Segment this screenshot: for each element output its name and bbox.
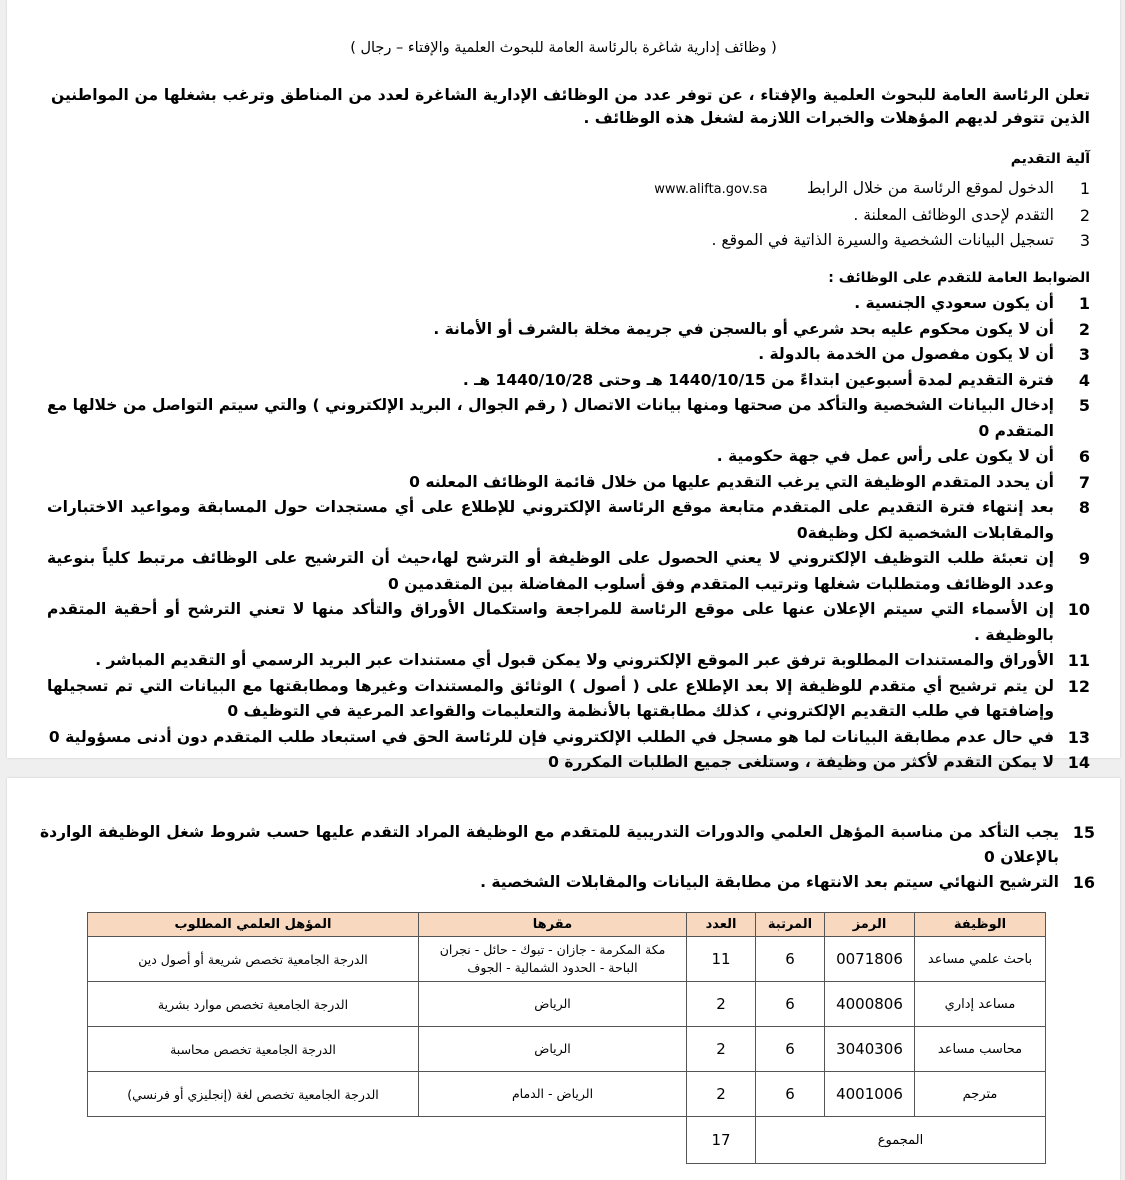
document-page-1: [7, 0, 1120, 772]
table-row: [88, 937, 1046, 982]
apply-step: [47, 176, 1090, 203]
cell-rank: 6: [756, 937, 825, 982]
rule-number: 16: [1072, 873, 1095, 892]
step-text: التقدم لإحدى الوظائف المعلنة .: [853, 205, 1054, 224]
empty-cell: [88, 1117, 687, 1164]
rule-number: 13: [1067, 727, 1090, 747]
rule-number: 7: [1078, 472, 1090, 492]
rule-number: 2: [1078, 319, 1090, 339]
rule-text: في حال عدم مطابقة البيانات لما هو مسجل في الطلب الإلكتروني فإن للرئاسة الحق في استبعاد طلب المتقدم دون أدنى مسؤولية 0: [48, 727, 1054, 746]
step-number: 3: [1079, 231, 1090, 250]
apply-heading: آلية التقديم: [1010, 151, 1090, 167]
rule-text: أن لا يكون على رأس عمل في جهة حكومية .: [716, 447, 1054, 465]
rule-item: [47, 317, 1090, 343]
rule-number: 4: [1078, 370, 1090, 390]
apply-step: [47, 228, 1090, 254]
rule-text: إن الأسماء التي سيتم الإعلان عنها على موقع الرئاسة للمراجعة واستكمال الأوراق والتأكد منها لا تعني الترشح أو أحقية المتقدم بالوظيفة .: [47, 600, 1054, 644]
rule-text: بعد إنتهاء فترة التقديم على المتقدم متابعة موقع الرئاسة الإلكتروني للإطلاع على أي مستجدات حول المسابقة ومواعيد الاختبارات والمقابلات الشخصية لكل وظيفة0: [47, 498, 1054, 542]
rule-item: [47, 368, 1090, 394]
cell-code: 4000806: [825, 982, 915, 1027]
cell-qualification: الدرجة الجامعية تخصص محاسبة: [88, 1027, 419, 1072]
rule-text: الترشيح النهائي سيتم بعد الانتهاء من مطابقة البيانات والمقابلات الشخصية .: [480, 873, 1059, 891]
rule-number: 6: [1078, 447, 1090, 466]
rule-number: 11: [1067, 651, 1090, 670]
cell-rank: 6: [756, 982, 825, 1027]
rule-text: أن يكون سعودي الجنسية .: [854, 294, 1054, 312]
rule-number: 14: [1067, 753, 1090, 772]
table-header-row: [88, 913, 1046, 937]
cell-code: 3040306: [825, 1027, 915, 1072]
rule-item: [47, 342, 1090, 368]
header-location: مقرها: [419, 913, 687, 937]
total-label: المجموع: [756, 1117, 1046, 1164]
header-count: العدد: [687, 913, 756, 937]
website-link[interactable]: www.alifta.gov.sa: [654, 182, 768, 197]
step-text: الدخول لموقع الرئاسة من خلال الرابط: [806, 179, 1054, 197]
header-job: الوظيفة: [915, 913, 1046, 937]
cell-code: 4001006: [825, 1072, 915, 1117]
cell-qualification: الدرجة الجامعية تخصص شريعة أو أصول دين: [88, 937, 419, 982]
rule-number: 1: [1078, 294, 1090, 313]
header-qualification: المؤهل العلمي المطلوب: [88, 913, 419, 937]
cell-job: مساعد إداري: [915, 982, 1046, 1027]
rule-text: أن لا يكون مفصول من الخدمة بالدولة .: [758, 345, 1054, 363]
table-row: [88, 1072, 1046, 1117]
cell-location: الرياض: [419, 982, 687, 1027]
total-value: 17: [687, 1117, 756, 1164]
rule-item: [47, 648, 1090, 674]
rule-number: 12: [1067, 676, 1090, 696]
rule-item: [47, 470, 1090, 496]
rule-item: [47, 444, 1090, 470]
rule-number: 15: [1072, 823, 1095, 842]
rule-item: [40, 820, 1095, 870]
rule-text: إن تعبئة طلب التوظيف الإلكتروني لا يعني الحصول على الوظيفة أو الترشح لها،حيث أن الترشيح على الوظائف مرتبط كلياً بنوعية وعدد الوظائف ومتطلبات شغلها وترتيب المتقدم وفق أسلوب المفاضلة بين المتقدمين 0: [47, 549, 1054, 593]
cell-rank: 6: [756, 1027, 825, 1072]
rule-item: [47, 750, 1090, 776]
rule-text: الأوراق والمستندات المطلوبة ترفق عبر الموقع الإلكتروني ولا يمكن قبول أي مستندات عبر البريد الرسمي أو التقديم المباشر .: [95, 651, 1054, 669]
rule-number: 10: [1067, 600, 1090, 619]
rule-number: 5: [1078, 396, 1090, 415]
cell-code: 0071806: [825, 937, 915, 982]
announcement-intro: تعلن الرئاسة العامة للبحوث العلمية والإفتاء ، عن توفر عدد من الوظائف الإدارية الشاغرة لعدد من المناطق وترغب بشغلها من المواطنين الذين تتوفر لديهم المؤهلات والخبرات اللازمة لشغل هذه الوظائف .: [51, 86, 1090, 127]
rule-item: [47, 597, 1090, 648]
cell-count: 11: [687, 937, 756, 982]
cell-count: 2: [687, 1072, 756, 1117]
cell-job: مترجم: [915, 1072, 1046, 1117]
apply-steps-list: [47, 176, 1090, 254]
cell-count: 2: [687, 982, 756, 1027]
rule-text: لا يمكن التقدم لأكثر من وظيفة ، وستلغى جميع الطلبات المكررة 0: [548, 753, 1054, 771]
rule-number: 9: [1078, 549, 1090, 568]
rule-item: [47, 725, 1090, 751]
rule-text: أن يحدد المتقدم الوظيفة التي يرغب التقديم عليها من خلال قائمة الوظائف المعلنه 0: [409, 472, 1054, 491]
jobs-table: [87, 912, 1046, 1164]
cell-job: محاسب مساعد: [915, 1027, 1046, 1072]
step-text: تسجيل البيانات الشخصية والسيرة الذاتية في الموقع .: [711, 231, 1054, 249]
step-number: 2: [1079, 205, 1090, 225]
cell-job: باحث علمي مساعد: [915, 937, 1046, 982]
cell-rank: 6: [756, 1072, 825, 1117]
announcement-title: ( وظائف إدارية شاغرة بالرئاسة العامة للبحوث العلمية والإفتاء – رجال ): [350, 40, 777, 56]
rule-text: لن يتم ترشيح أي متقدم للوظيفة إلا بعد الإطلاع على ( أصول ) الوثائق والمستندات وغيرها ومطابقتها مع البيانات التي تم تسجيلها وإضافتها في طلب التقديم الإلكتروني ، كذلك مطابقتها بالأنظمة والتعليمات والقواعد المرعية في التوظيف 0: [47, 676, 1054, 720]
cell-location: الرياض - الدمام: [419, 1072, 687, 1117]
rules-list-continued: [40, 820, 1095, 895]
rule-text: فترة التقديم لمدة أسبوعين ابتداءً من 1440/10/15 هـ وحتى 1440/10/28 هـ .: [462, 370, 1054, 389]
apply-step: [47, 203, 1090, 229]
table-row: [88, 982, 1046, 1027]
cell-location: الرياض: [419, 1027, 687, 1072]
rule-item: [47, 674, 1090, 725]
rule-item: [40, 870, 1095, 895]
rule-item: [47, 495, 1090, 546]
cell-qualification: الدرجة الجامعية تخصص لغة (إنجليزي أو فرنسي): [88, 1072, 419, 1117]
cell-count: 2: [687, 1027, 756, 1072]
rule-number: 3: [1078, 345, 1090, 364]
cell-qualification: الدرجة الجامعية تخصص موارد بشرية: [88, 982, 419, 1027]
step-number: 1: [1079, 179, 1090, 198]
header-rank: المرتبة: [756, 913, 825, 937]
cell-location: مكة المكرمة - جازان - تبوك - حائل - نجران الباحة - الحدود الشمالية - الجوف: [419, 937, 687, 982]
rule-item: [47, 393, 1090, 444]
rules-heading: الضوابط العامة للتقدم على الوظائف :: [828, 270, 1090, 286]
rules-list: [47, 291, 1090, 776]
table-row: [88, 1027, 1046, 1072]
rule-item: [47, 546, 1090, 597]
rule-text: إدخال البيانات الشخصية والتأكد من صحتها ومنها بيانات الاتصال ( رقم الجوال ، البريد الإلكتروني ) والتي سيتم التواصل من خلالها مع المتقدم 0: [47, 396, 1054, 440]
table-total-row: [88, 1117, 1046, 1164]
rule-text: أن لا يكون محكوم عليه بحد شرعي أو بالسجن في جريمة مخلة بالشرف أو الأمانة .: [433, 319, 1054, 338]
rule-number: 8: [1078, 498, 1090, 517]
header-code: الرمز: [825, 913, 915, 937]
rule-item: [47, 291, 1090, 317]
rule-text: يجب التأكد من مناسبة المؤهل العلمي والدورات التدريبية للمتقدم مع الوظيفة المراد التقدم عليها حسب شروط شغل الوظيفة الواردة بالإعلان 0: [40, 823, 1059, 866]
